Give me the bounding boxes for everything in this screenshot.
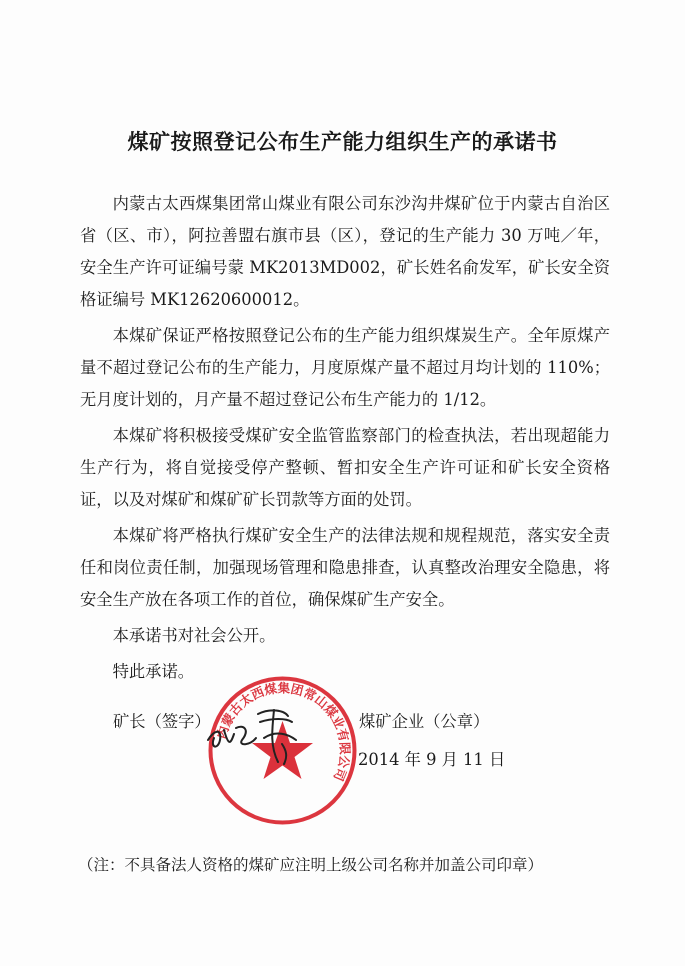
company-seal-label: 煤矿企业（公章） [359,712,490,731]
paragraph-public: 本承诺书对社会公开。 [112,626,276,645]
footnote: （注：不具备法人资格的煤矿应注明上级公司名称并加盖公司印章） [78,856,544,874]
paragraph-closing: 特此承诺。 [112,662,195,681]
document-body [80,188,610,692]
signature-label: 矿长（签字） [113,712,211,731]
paragraph-safety: 本煤矿将严格执行煤矿安全生产的法律法规和规程规范，落实安全责任和岗位责任制，加强现场管理和隐患排查，认真整改治理安全隐患，将安全生产放在各项工作的首位，确保煤矿生产安全。 [80,526,610,609]
document-title: 煤矿按照登记公布生产能力组织生产的承诺书 [127,130,558,154]
paragraph-mine-info: 内蒙古太西煤集团常山煤业有限公司东沙沟井煤矿位于内蒙古自治区省（区、市），阿拉善盟右旗市县（区），登记的生产能力 30 万吨／年，安全生产许可证编号蒙 MK2013MD002，矿长姓名俞发军，矿长安全资格证编号 MK12620600012。 [80,194,610,309]
document-date: 2014 年 9 月 11 日 [358,750,506,769]
seal-text: 内蒙古太西煤集团常山煤业有限公司 [213,680,353,784]
paragraph-capacity-commitment: 本煤矿保证严格按照登记公布的生产能力组织煤炭生产。全年原煤产量不超过登记公布的生产能力，月度原煤产量不超过月均计划的 110%；无月度计划的，月产量不超过登记公布生产能力的 1/12。 [80,326,610,409]
signature-row [0,708,685,748]
paragraph-enforcement: 本煤矿将积极接受煤矿安全监管监察部门的检查执法，若出现超能力生产行为，将自觉接受停产整顿、暂扣安全生产许可证和矿长安全资格证，以及对煤矿和煤矿矿长罚款等方面的处罚。 [80,426,610,509]
